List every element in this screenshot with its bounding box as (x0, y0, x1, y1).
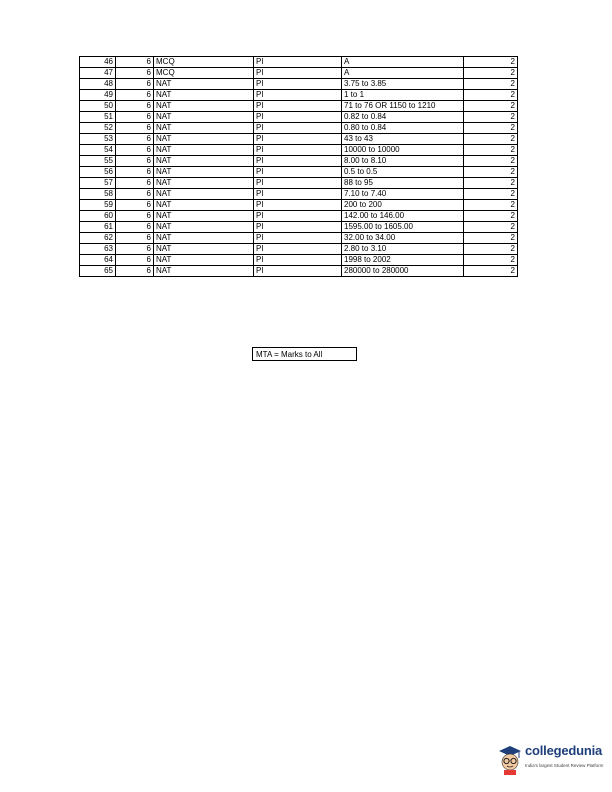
section-cell: 6 (116, 167, 154, 178)
marks-cell: 2 (464, 233, 518, 244)
question-type-cell: NAT (154, 244, 254, 255)
question-type-cell: NAT (154, 200, 254, 211)
section-cell: 6 (116, 189, 154, 200)
table-row (80, 134, 518, 145)
table-row (80, 90, 518, 101)
question-number-cell: 63 (80, 244, 116, 255)
subject-cell: PI (254, 178, 342, 189)
answer-key-cell: 1 to 1 (342, 90, 464, 101)
subject-cell: PI (254, 244, 342, 255)
answer-key-cell: 0.80 to 0.84 (342, 123, 464, 134)
section-cell: 6 (116, 211, 154, 222)
answer-key-cell: 43 to 43 (342, 134, 464, 145)
section-cell: 6 (116, 222, 154, 233)
section-cell: 6 (116, 101, 154, 112)
question-type-cell: NAT (154, 112, 254, 123)
table-row (80, 167, 518, 178)
question-type-cell: NAT (154, 156, 254, 167)
question-type-cell: NAT (154, 101, 254, 112)
section-cell: 6 (116, 123, 154, 134)
answer-key-cell: 0.5 to 0.5 (342, 167, 464, 178)
table-row (80, 178, 518, 189)
marks-cell: 2 (464, 255, 518, 266)
question-number-cell: 55 (80, 156, 116, 167)
table-row (80, 255, 518, 266)
logo-tagline: India's largest Student Review Platform (525, 763, 604, 768)
table-row (80, 112, 518, 123)
subject-cell: PI (254, 189, 342, 200)
section-cell: 6 (116, 68, 154, 79)
answer-key-cell: 32.00 to 34.00 (342, 233, 464, 244)
section-cell: 6 (116, 145, 154, 156)
table-row (80, 123, 518, 134)
marks-cell: 2 (464, 68, 518, 79)
marks-cell: 2 (464, 211, 518, 222)
question-number-cell: 58 (80, 189, 116, 200)
question-type-cell: NAT (154, 145, 254, 156)
table-row (80, 222, 518, 233)
table-row (80, 211, 518, 222)
table-row (80, 244, 518, 255)
subject-cell: PI (254, 255, 342, 266)
answer-key-body (80, 57, 518, 277)
question-type-cell: NAT (154, 79, 254, 90)
subject-cell: PI (254, 211, 342, 222)
marks-cell: 2 (464, 134, 518, 145)
question-number-cell: 53 (80, 134, 116, 145)
marks-cell: 2 (464, 57, 518, 68)
question-number-cell: 64 (80, 255, 116, 266)
subject-cell: PI (254, 57, 342, 68)
answer-key-cell: 2.80 to 3.10 (342, 244, 464, 255)
answer-key-cell: 8.00 to 8.10 (342, 156, 464, 167)
question-number-cell: 56 (80, 167, 116, 178)
table-row (80, 145, 518, 156)
subject-cell: PI (254, 266, 342, 277)
subject-cell: PI (254, 90, 342, 101)
section-cell: 6 (116, 57, 154, 68)
marks-cell: 2 (464, 79, 518, 90)
question-number-cell: 47 (80, 68, 116, 79)
table-row (80, 200, 518, 211)
question-number-cell: 48 (80, 79, 116, 90)
answer-key-cell: A (342, 57, 464, 68)
subject-cell: PI (254, 167, 342, 178)
section-cell: 6 (116, 90, 154, 101)
table-row (80, 68, 518, 79)
subject-cell: PI (254, 68, 342, 79)
question-type-cell: MCQ (154, 68, 254, 79)
question-number-cell: 60 (80, 211, 116, 222)
answer-key-cell: 0.82 to 0.84 (342, 112, 464, 123)
logo-wordmark: collegedunia (525, 743, 603, 758)
table-row (80, 79, 518, 90)
question-type-cell: MCQ (154, 57, 254, 68)
question-number-cell: 65 (80, 266, 116, 277)
marks-cell: 2 (464, 178, 518, 189)
subject-cell: PI (254, 101, 342, 112)
answer-key-cell: 280000 to 280000 (342, 266, 464, 277)
marks-cell: 2 (464, 90, 518, 101)
question-type-cell: NAT (154, 134, 254, 145)
table-row (80, 266, 518, 277)
marks-cell: 2 (464, 101, 518, 112)
answer-key-cell: 7.10 to 7.40 (342, 189, 464, 200)
section-cell: 6 (116, 233, 154, 244)
table-row (80, 101, 518, 112)
answer-key-cell: 71 to 76 OR 1150 to 1210 (342, 101, 464, 112)
table-row (80, 156, 518, 167)
marks-cell: 2 (464, 112, 518, 123)
answer-key-cell: 1998 to 2002 (342, 255, 464, 266)
question-number-cell: 46 (80, 57, 116, 68)
marks-cell: 2 (464, 145, 518, 156)
question-number-cell: 52 (80, 123, 116, 134)
question-number-cell: 62 (80, 233, 116, 244)
section-cell: 6 (116, 178, 154, 189)
mta-legend: MTA = Marks to All (252, 347, 357, 361)
subject-cell: PI (254, 134, 342, 145)
marks-cell: 2 (464, 222, 518, 233)
question-type-cell: NAT (154, 255, 254, 266)
answer-key-table (79, 56, 518, 277)
answer-key-cell: 142.00 to 146.00 (342, 211, 464, 222)
section-cell: 6 (116, 266, 154, 277)
collegedunia-logo (497, 741, 609, 777)
question-type-cell: NAT (154, 233, 254, 244)
subject-cell: PI (254, 222, 342, 233)
marks-cell: 2 (464, 200, 518, 211)
question-number-cell: 61 (80, 222, 116, 233)
answer-key-cell: 88 to 95 (342, 178, 464, 189)
question-number-cell: 50 (80, 101, 116, 112)
subject-cell: PI (254, 233, 342, 244)
subject-cell: PI (254, 79, 342, 90)
section-cell: 6 (116, 255, 154, 266)
question-number-cell: 59 (80, 200, 116, 211)
question-type-cell: NAT (154, 211, 254, 222)
marks-cell: 2 (464, 244, 518, 255)
question-type-cell: NAT (154, 178, 254, 189)
section-cell: 6 (116, 79, 154, 90)
marks-cell: 2 (464, 123, 518, 134)
marks-cell: 2 (464, 266, 518, 277)
graduate-mascot-icon (497, 743, 523, 775)
section-cell: 6 (116, 200, 154, 211)
answer-key-cell: 1595.00 to 1605.00 (342, 222, 464, 233)
question-type-cell: NAT (154, 90, 254, 101)
marks-cell: 2 (464, 189, 518, 200)
marks-cell: 2 (464, 156, 518, 167)
answer-key-cell: 3.75 to 3.85 (342, 79, 464, 90)
question-type-cell: NAT (154, 222, 254, 233)
section-cell: 6 (116, 156, 154, 167)
question-type-cell: NAT (154, 189, 254, 200)
table-row (80, 233, 518, 244)
question-type-cell: NAT (154, 123, 254, 134)
question-number-cell: 54 (80, 145, 116, 156)
section-cell: 6 (116, 134, 154, 145)
answer-key-cell: 10000 to 10000 (342, 145, 464, 156)
subject-cell: PI (254, 123, 342, 134)
answer-key-cell: A (342, 68, 464, 79)
subject-cell: PI (254, 145, 342, 156)
question-number-cell: 49 (80, 90, 116, 101)
question-number-cell: 57 (80, 178, 116, 189)
answer-key-cell: 200 to 200 (342, 200, 464, 211)
question-number-cell: 51 (80, 112, 116, 123)
marks-cell: 2 (464, 167, 518, 178)
table-row (80, 57, 518, 68)
question-type-cell: NAT (154, 167, 254, 178)
subject-cell: PI (254, 200, 342, 211)
section-cell: 6 (116, 112, 154, 123)
section-cell: 6 (116, 244, 154, 255)
subject-cell: PI (254, 112, 342, 123)
table-row (80, 189, 518, 200)
subject-cell: PI (254, 156, 342, 167)
question-type-cell: NAT (154, 266, 254, 277)
